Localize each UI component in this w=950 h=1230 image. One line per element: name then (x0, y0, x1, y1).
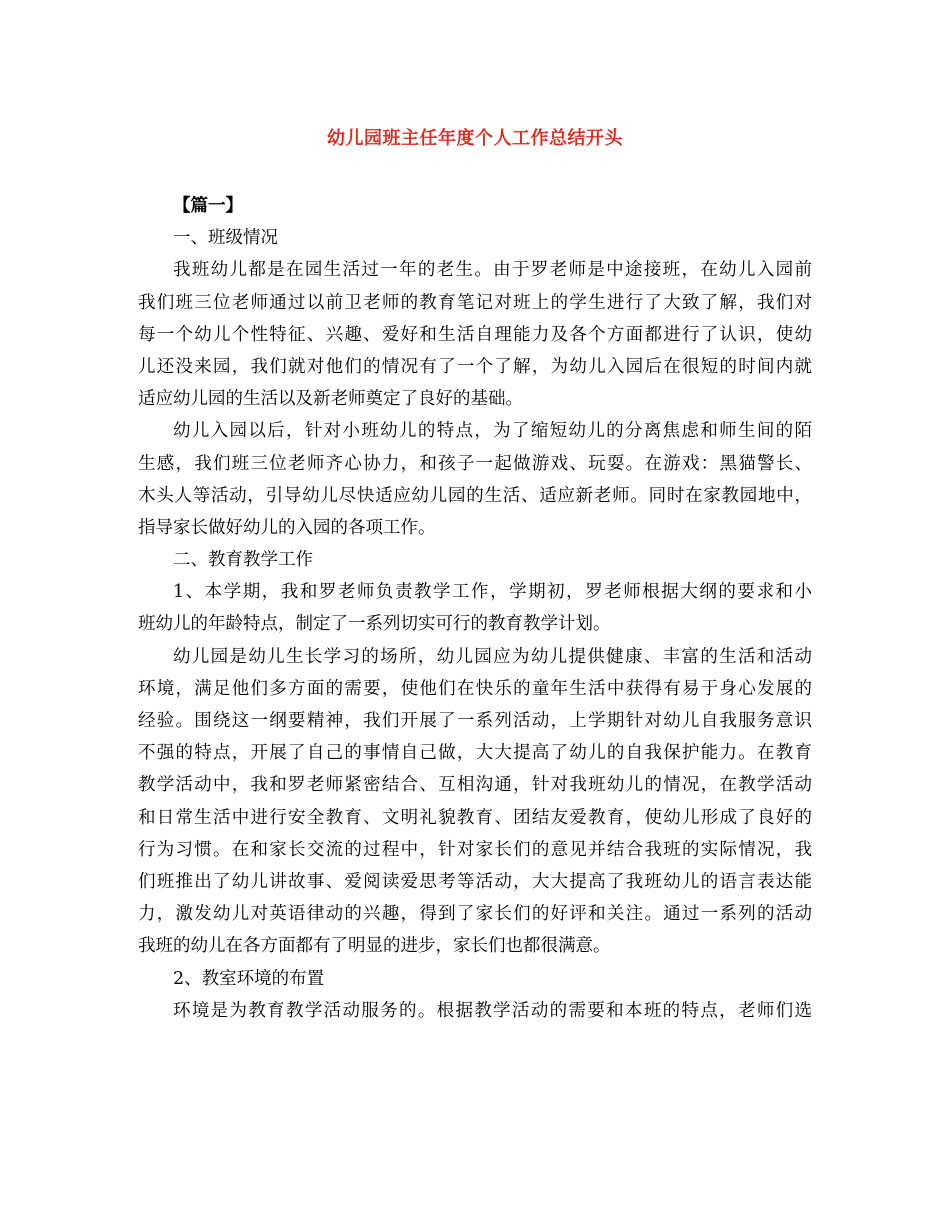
text-line: 二、教育教学工作 (173, 550, 313, 571)
text-line: 行为习惯。在和家长交流的过程中，针对家长们的意见并结合我班的实际情况，我 (138, 839, 812, 860)
text-line: 我们班三位老师通过以前卫老师的教育笔记对班上的学生进行了大致了解，我们对 (138, 292, 812, 313)
document-title: 幼儿园班主任年度个人工作总结开头 (327, 128, 623, 149)
text-line: 环境是为教育教学活动服务的。根据教学活动的需要和本班的特点，老师们选 (173, 1000, 812, 1021)
text-line: 环境，满足他们多方面的需要，使他们在快乐的童年生活中获得有易于身心发展的 (138, 678, 812, 699)
text-line: 2、教室环境的布置 (173, 968, 325, 989)
text-line: 教学活动中，我和罗老师紧密结合、互相沟通，针对我班幼儿的情况，在教学活动 (138, 775, 812, 796)
document-body (138, 190, 812, 1027)
text-line: 1、本学期，我和罗老师负责教学工作，学期初，罗老师根据大纲的要求和小 (173, 582, 812, 603)
text-line: 幼儿入园以后，针对小班幼儿的特点，为了缩短幼儿的分离焦虑和师生间的陌 (173, 421, 812, 442)
text-line: 木头人等活动，引导幼儿尽快适应幼儿园的生活、适应新老师。同时在家教园地中， (138, 485, 812, 506)
text-line: 我班的幼儿在各方面都有了明显的进步，家长们也都很满意。 (138, 936, 611, 957)
text-line: 们班推出了幼儿讲故事、爱阅读爱思考等活动，大大提高了我班幼儿的语言表达能 (138, 871, 812, 892)
text-line: 和日常生活中进行安全教育、文明礼貌教育、团结友爱教育，使幼儿形成了良好的 (138, 807, 812, 828)
text-line: 经验。围绕这一纲要精神，我们开展了一系列活动，上学期针对幼儿自我服务意识 (138, 711, 812, 731)
text-line: 一、班级情况 (173, 228, 278, 249)
text-line: 适应幼儿园的生活以及新老师奠定了良好的基础。 (138, 389, 523, 410)
text-line: 力，激发幼儿对英语律动的兴趣，得到了家长们的好评和关注。通过一系列的活动 (138, 904, 812, 925)
text-line: 不强的特点，开展了自己的事情自己做，大大提高了幼儿的自我保护能力。在教育 (138, 743, 812, 764)
text-line: 每一个幼儿个性特征、兴趣、爱好和生活自理能力及各个方面都进行了认识，使幼 (138, 324, 812, 345)
text-line: 我班幼儿都是在园生活过一年的老生。由于罗老师是中途接班，在幼儿入园前 (173, 260, 812, 281)
text-line: 生感，我们班三位老师齐心协力，和孩子一起做游戏、玩耍。在游戏：黑猫警长、 (138, 453, 812, 474)
text-line: 【篇一】 (173, 196, 243, 216)
text-line: 班幼儿的年龄特点，制定了一系列切实可行的教育教学计划。 (138, 614, 611, 635)
text-line: 指导家长做好幼儿的入园的各项工作。 (138, 517, 436, 538)
text-line: 儿还没来园，我们就对他们的情况有了一个了解，为幼儿入园后在很短的时间内就 (138, 356, 812, 377)
text-line: 幼儿园是幼儿生长学习的场所，幼儿园应为幼儿提供健康、丰富的生活和活动 (173, 646, 812, 667)
